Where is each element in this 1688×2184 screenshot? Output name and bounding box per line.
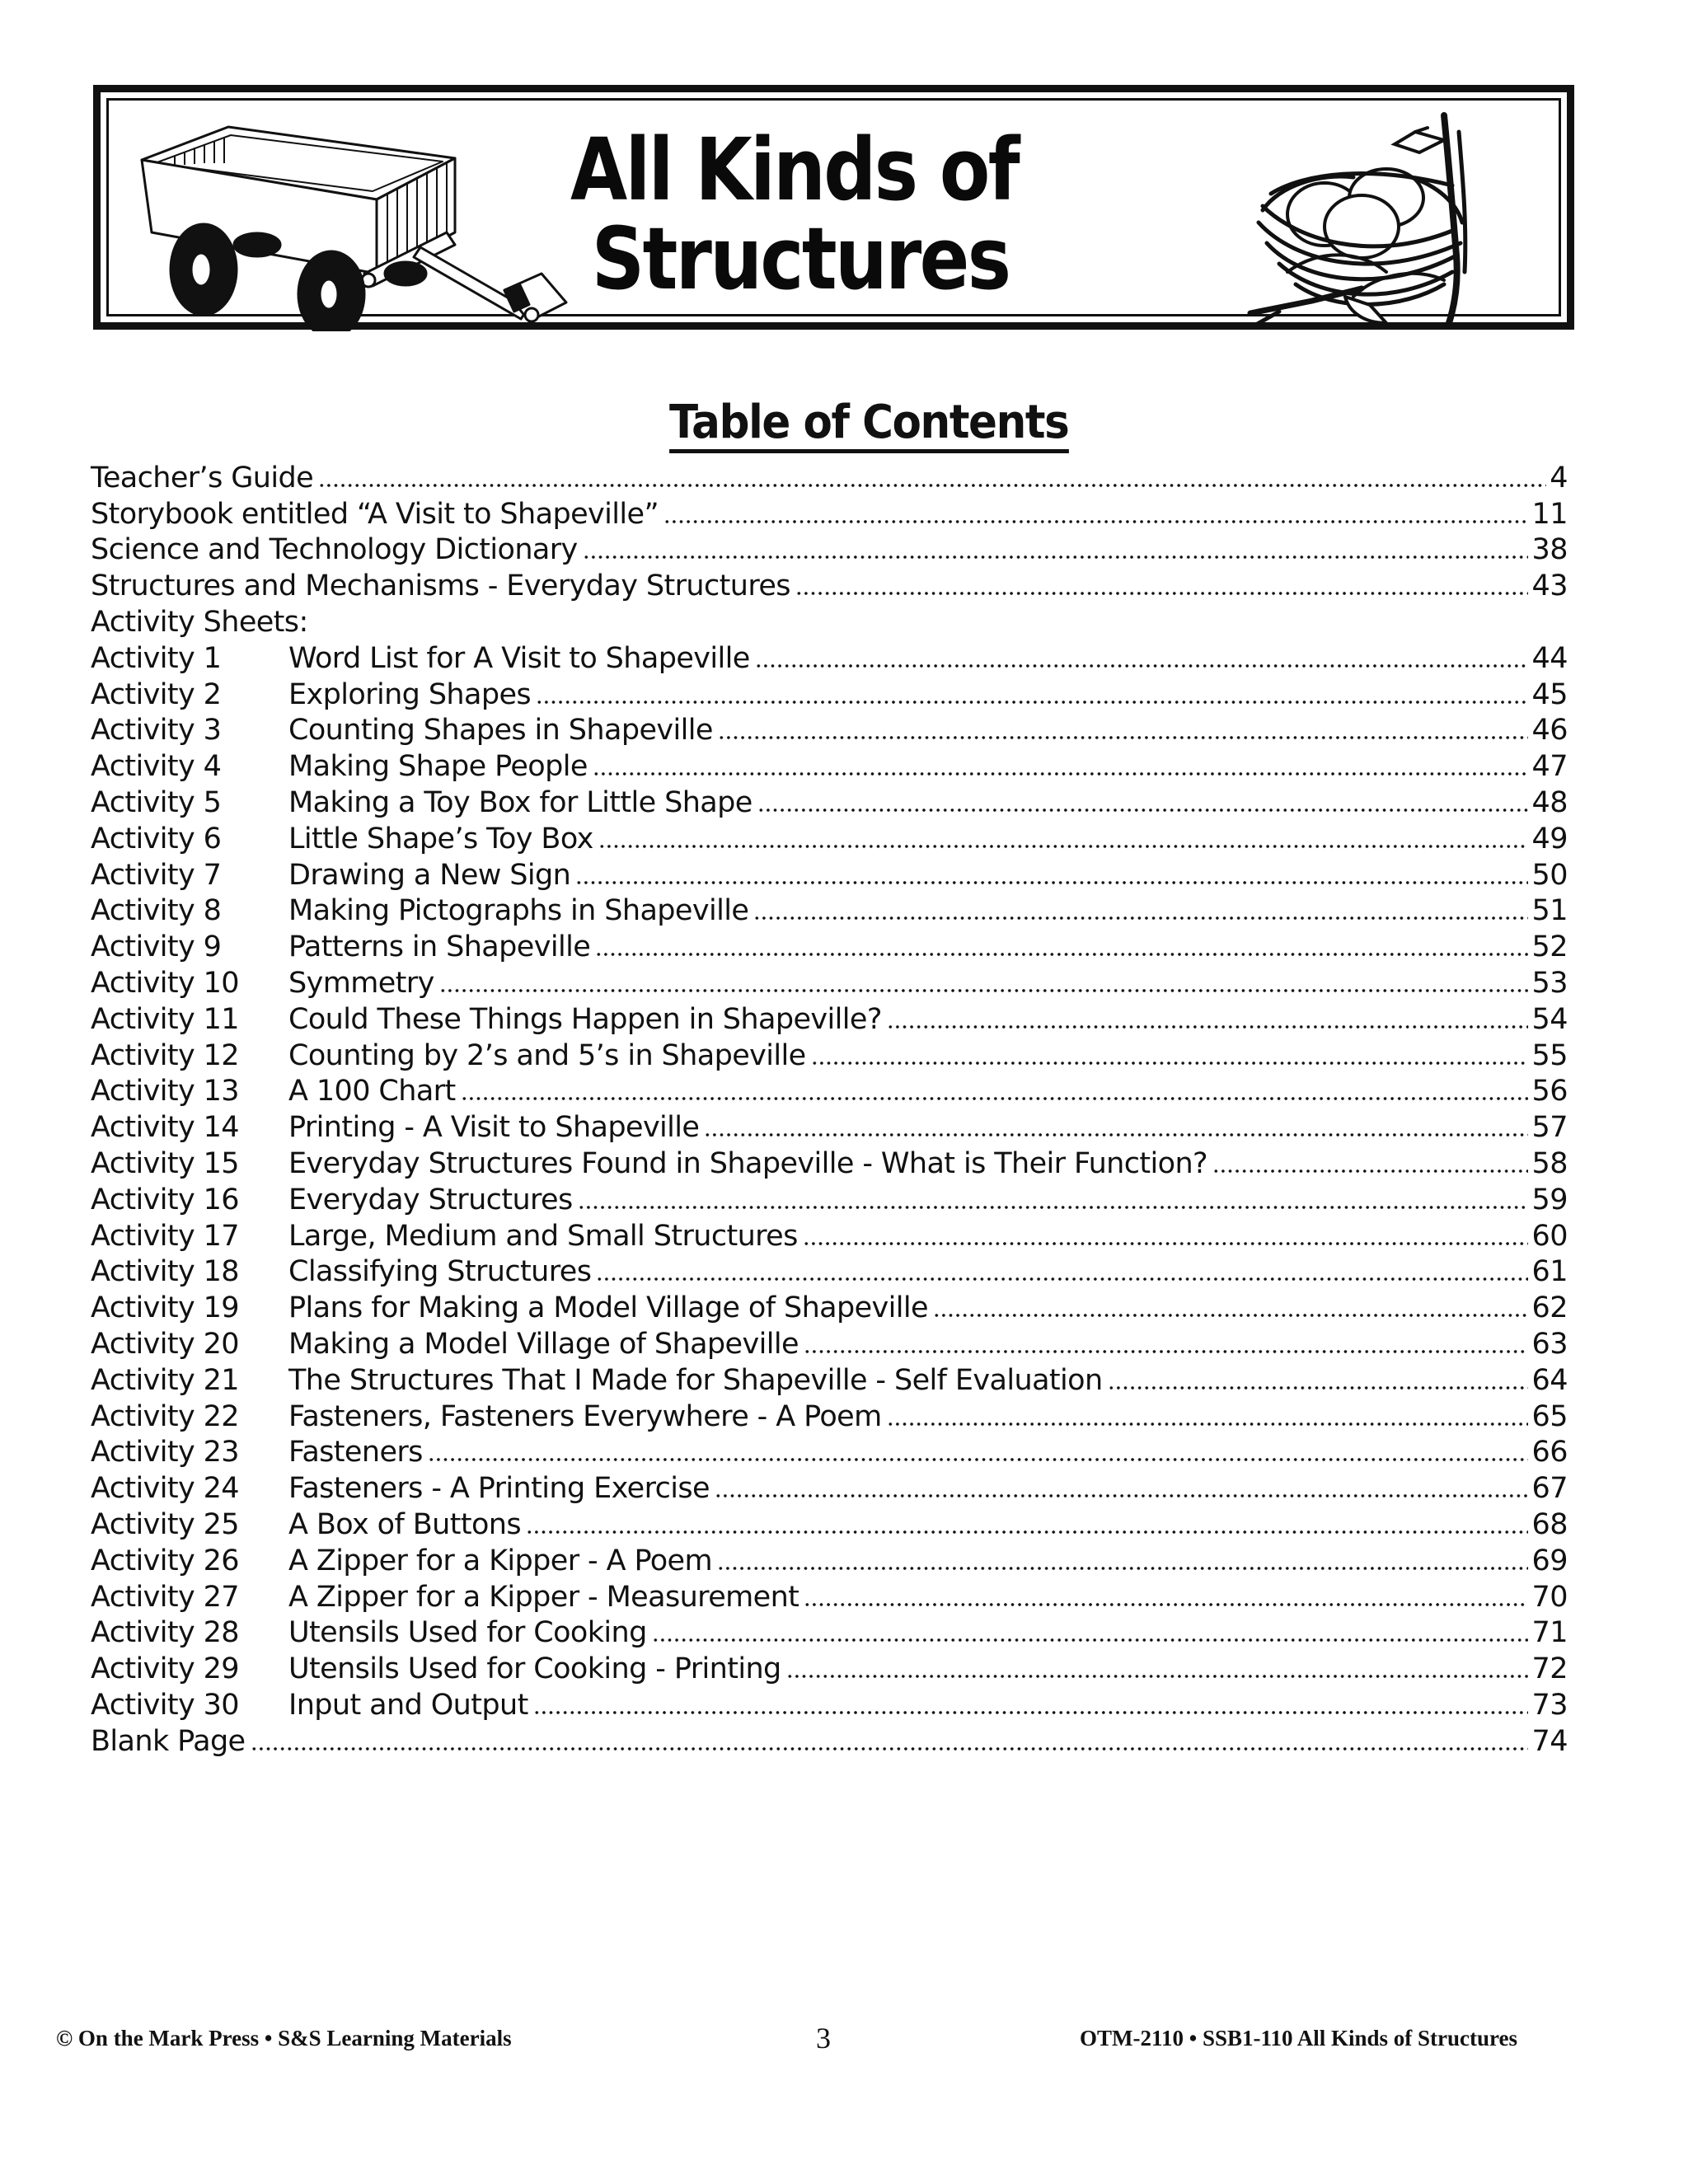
toc-activity-6[interactable] (91, 819, 1568, 855)
activity-number: Activity 4 (91, 750, 222, 784)
activity-title: Plans for Making a Model Village of Shapeville (288, 1291, 928, 1325)
dot-leader (578, 1205, 1529, 1210)
activity-number: Activity 8 (91, 894, 222, 928)
dot-leader (595, 952, 1528, 957)
activity-number: Activity 18 (91, 1255, 239, 1289)
dot-leader (461, 1096, 1529, 1101)
toc-activity-11[interactable] (91, 1000, 1568, 1036)
dot-leader (575, 880, 1528, 885)
toc-entry-storybook[interactable] (91, 494, 1568, 531)
activity-title: A 100 Chart (288, 1075, 456, 1108)
dot-leader (536, 700, 1528, 705)
toc-entry-title: Storybook entitled “A Visit to Shapeville” (91, 497, 659, 531)
toc-activity-25[interactable] (91, 1505, 1568, 1541)
activity-page: 58 (1531, 1146, 1568, 1180)
toc-activity-15[interactable] (91, 1144, 1568, 1180)
toc-activity-7[interactable] (91, 855, 1568, 892)
toc-entry-blank-page[interactable] (91, 1722, 1568, 1758)
activity-page: 73 (1531, 1688, 1568, 1722)
dot-leader (717, 1566, 1528, 1571)
activity-page: 70 (1531, 1580, 1568, 1614)
activity-title: Large, Medium and Small Structures (288, 1219, 798, 1253)
toc-entry-title: Structures and Mechanisms - Everyday Structures (91, 569, 790, 603)
activity-number: Activity 16 (91, 1183, 239, 1216)
activity-number: Activity 1 (91, 641, 222, 675)
dot-leader (598, 844, 1529, 849)
activity-page: 72 (1531, 1652, 1568, 1686)
activity-number: Activity 25 (91, 1507, 239, 1541)
activity-title: Could These Things Happen in Shapeville? (288, 1002, 882, 1036)
book-title-line-2: Structures (591, 209, 1010, 309)
activity-title: A Box of Buttons (288, 1507, 521, 1541)
activity-title: Making a Toy Box for Little Shape (288, 785, 753, 819)
activity-title: A Zipper for a Kipper - Measurement (288, 1580, 799, 1614)
activity-page: 57 (1531, 1111, 1568, 1145)
activity-page: 65 (1531, 1399, 1568, 1433)
toc-activity-18[interactable] (91, 1253, 1568, 1289)
activity-title: Drawing a New Sign (288, 858, 571, 892)
activity-title: Patterns in Shapeville (288, 930, 591, 964)
toc-activity-4[interactable] (91, 747, 1568, 783)
footer-copyright: © On the Mark Press • S&S Learning Materials (56, 2026, 512, 2050)
activity-number: Activity 27 (91, 1580, 239, 1614)
toc-entry-title: Blank Page (91, 1724, 246, 1758)
toc-activity-9[interactable] (91, 927, 1568, 963)
activity-page: 45 (1531, 677, 1568, 711)
activity-page: 51 (1531, 894, 1568, 928)
activity-number: Activity 30 (91, 1688, 239, 1722)
dot-leader (583, 555, 1529, 560)
dot-leader (251, 1746, 1529, 1751)
activity-title: The Structures That I Made for Shapeville - Self Evaluation (288, 1363, 1103, 1397)
activity-page: 46 (1531, 714, 1568, 748)
toc-activity-22[interactable] (91, 1397, 1568, 1433)
activity-number: Activity 6 (91, 822, 222, 855)
activity-title: Exploring Shapes (288, 677, 532, 711)
table-of-contents (91, 458, 1568, 1758)
activity-number: Activity 5 (91, 785, 222, 819)
activity-title: Classifying Structures (288, 1255, 592, 1289)
toc-entry-title: Science and Technology Dictionary (91, 533, 578, 567)
activity-page: 63 (1531, 1327, 1568, 1361)
activity-title: Making Shape People (288, 750, 588, 784)
activity-page: 53 (1531, 966, 1568, 1000)
dot-leader (804, 1349, 1529, 1354)
activity-page: 47 (1531, 750, 1568, 784)
dot-leader (652, 1638, 1529, 1643)
activity-number: Activity 20 (91, 1327, 239, 1361)
dot-leader (439, 988, 1529, 993)
dot-leader (811, 1061, 1529, 1066)
activity-page: 54 (1531, 1002, 1568, 1036)
dot-leader (718, 735, 1529, 740)
dot-leader (533, 1710, 1529, 1715)
toc-entry-teachers-guide[interactable] (91, 458, 1568, 494)
activity-title: Everyday Structures (288, 1183, 573, 1216)
title-banner (93, 85, 1574, 330)
wagon-icon (125, 109, 603, 331)
toc-activity-26[interactable] (91, 1541, 1568, 1577)
dot-leader (715, 1493, 1529, 1498)
activity-page: 69 (1531, 1544, 1568, 1577)
toc-activity-1[interactable] (91, 639, 1568, 675)
activity-title: Counting by 2’s and 5’s in Shapeville (288, 1038, 806, 1072)
dot-leader (755, 663, 1529, 668)
activity-title: Making Pictographs in Shapeville (288, 894, 749, 928)
dot-leader (804, 1602, 1528, 1607)
activity-number: Activity 14 (91, 1111, 239, 1145)
activity-title: Fasteners - A Printing Exercise (288, 1472, 710, 1506)
toc-activity-30[interactable] (91, 1685, 1568, 1722)
toc-entry-page: 4 (1550, 461, 1568, 494)
toc-activity-3[interactable] (91, 711, 1568, 748)
dot-leader (526, 1530, 1528, 1535)
activity-sheets-label: Activity Sheets: (91, 605, 308, 639)
footer-page-number: 3 (816, 2022, 831, 2055)
activity-page: 49 (1531, 822, 1568, 855)
toc-activity-16[interactable] (91, 1180, 1568, 1216)
activity-number: Activity 28 (91, 1616, 239, 1650)
toc-activity-20[interactable] (91, 1324, 1568, 1361)
activity-number: Activity 13 (91, 1075, 239, 1108)
toc-entry-page: 11 (1531, 497, 1568, 531)
activity-number: Activity 22 (91, 1399, 239, 1433)
activity-sheets-label-row (91, 602, 1568, 639)
dot-leader (753, 916, 1528, 921)
dot-leader (1212, 1169, 1528, 1174)
activity-number: Activity 2 (91, 677, 222, 711)
book-title-line-1: All Kinds of (570, 120, 1019, 220)
toc-activity-13[interactable] (91, 1072, 1568, 1108)
toc-activity-29[interactable] (91, 1649, 1568, 1685)
dot-leader (933, 1313, 1528, 1318)
toc-entry-structures-mechanisms[interactable] (91, 566, 1568, 602)
toc-activity-17[interactable] (91, 1216, 1568, 1253)
activity-title: Everyday Structures Found in Shapeville - What is Their Function? (288, 1146, 1208, 1180)
activity-page: 52 (1531, 930, 1568, 964)
dot-leader (596, 1277, 1528, 1282)
activity-number: Activity 10 (91, 966, 239, 1000)
banner-inner-border (106, 98, 1561, 316)
activity-page: 62 (1531, 1291, 1568, 1325)
toc-heading-text: Table of Contents (669, 397, 1068, 453)
activity-title: Fasteners, Fasteners Everywhere - A Poem (288, 1399, 882, 1433)
toc-activity-14[interactable] (91, 1108, 1568, 1144)
toc-activity-12[interactable] (91, 1036, 1568, 1072)
toc-activity-23[interactable] (91, 1433, 1568, 1469)
dot-leader (887, 1024, 1529, 1029)
dot-leader (663, 519, 1528, 524)
toc-heading (0, 397, 1688, 453)
activity-page: 48 (1531, 785, 1568, 819)
dot-leader (786, 1674, 1529, 1679)
toc-activity-2[interactable] (91, 675, 1568, 711)
activity-page: 44 (1531, 641, 1568, 675)
dot-leader (887, 1422, 1529, 1427)
activity-title: Little Shape’s Toy Box (288, 822, 593, 855)
activity-page: 67 (1531, 1472, 1568, 1506)
dot-leader (593, 771, 1529, 776)
bird-nest-icon (1246, 107, 1526, 330)
activity-number: Activity 7 (91, 858, 222, 892)
activity-page: 61 (1531, 1255, 1568, 1289)
toc-activity-28[interactable] (91, 1614, 1568, 1650)
toc-entry-title: Teacher’s Guide (91, 461, 314, 494)
activity-number: Activity 11 (91, 1002, 239, 1036)
activity-number: Activity 9 (91, 930, 222, 964)
toc-activity-5[interactable] (91, 783, 1568, 819)
dot-leader (757, 808, 1529, 813)
toc-activity-27[interactable] (91, 1577, 1568, 1614)
toc-activity-19[interactable] (91, 1288, 1568, 1324)
activity-page: 71 (1531, 1616, 1568, 1650)
activity-title: Input and Output (288, 1688, 528, 1722)
activity-number: Activity 12 (91, 1038, 239, 1072)
activity-page: 68 (1531, 1507, 1568, 1541)
activity-number: Activity 19 (91, 1291, 239, 1325)
toc-activity-8[interactable] (91, 892, 1568, 928)
activity-number: Activity 24 (91, 1472, 239, 1506)
activity-title: Printing - A Visit to Shapeville (288, 1111, 700, 1145)
dot-leader (803, 1241, 1529, 1246)
activity-number: Activity 21 (91, 1363, 239, 1397)
activity-page: 64 (1531, 1363, 1568, 1397)
activity-number: Activity 3 (91, 714, 222, 748)
activity-number: Activity 23 (91, 1436, 239, 1469)
activity-number: Activity 15 (91, 1146, 239, 1180)
dot-leader (318, 483, 1546, 488)
dot-leader (428, 1457, 1529, 1462)
activity-page: 56 (1531, 1075, 1568, 1108)
activity-number: Activity 17 (91, 1219, 239, 1253)
activity-page: 55 (1531, 1038, 1568, 1072)
dot-leader (704, 1132, 1528, 1137)
activity-title: Fasteners (288, 1436, 423, 1469)
activity-title: Word List for A Visit to Shapeville (288, 641, 750, 675)
activity-page: 66 (1531, 1436, 1568, 1469)
activity-page: 59 (1531, 1183, 1568, 1216)
activity-title: A Zipper for a Kipper - A Poem (288, 1544, 712, 1577)
activity-title: Counting Shapes in Shapeville (288, 714, 713, 748)
activity-number: Activity 26 (91, 1544, 239, 1577)
toc-entry-page: 43 (1531, 569, 1568, 603)
activity-title: Symmetry (288, 966, 434, 1000)
activity-page: 60 (1531, 1219, 1568, 1253)
activity-page: 50 (1531, 858, 1568, 892)
toc-entry-page: 38 (1531, 533, 1568, 567)
dot-leader (795, 591, 1529, 596)
dot-leader (1108, 1385, 1529, 1390)
activity-number: Activity 29 (91, 1652, 239, 1686)
footer-product-code: OTM-2110 • SSB1-110 All Kinds of Structures (1080, 2026, 1518, 2050)
book-title (570, 120, 1123, 309)
toc-activity-10[interactable] (91, 963, 1568, 1000)
toc-activity-21[interactable] (91, 1361, 1568, 1397)
activity-title: Making a Model Village of Shapeville (288, 1327, 799, 1361)
toc-activity-24[interactable] (91, 1469, 1568, 1505)
activity-title: Utensils Used for Cooking (288, 1616, 647, 1650)
toc-entry-dictionary[interactable] (91, 531, 1568, 567)
activity-title: Utensils Used for Cooking - Printing (288, 1652, 781, 1686)
toc-entry-page: 74 (1531, 1724, 1568, 1758)
